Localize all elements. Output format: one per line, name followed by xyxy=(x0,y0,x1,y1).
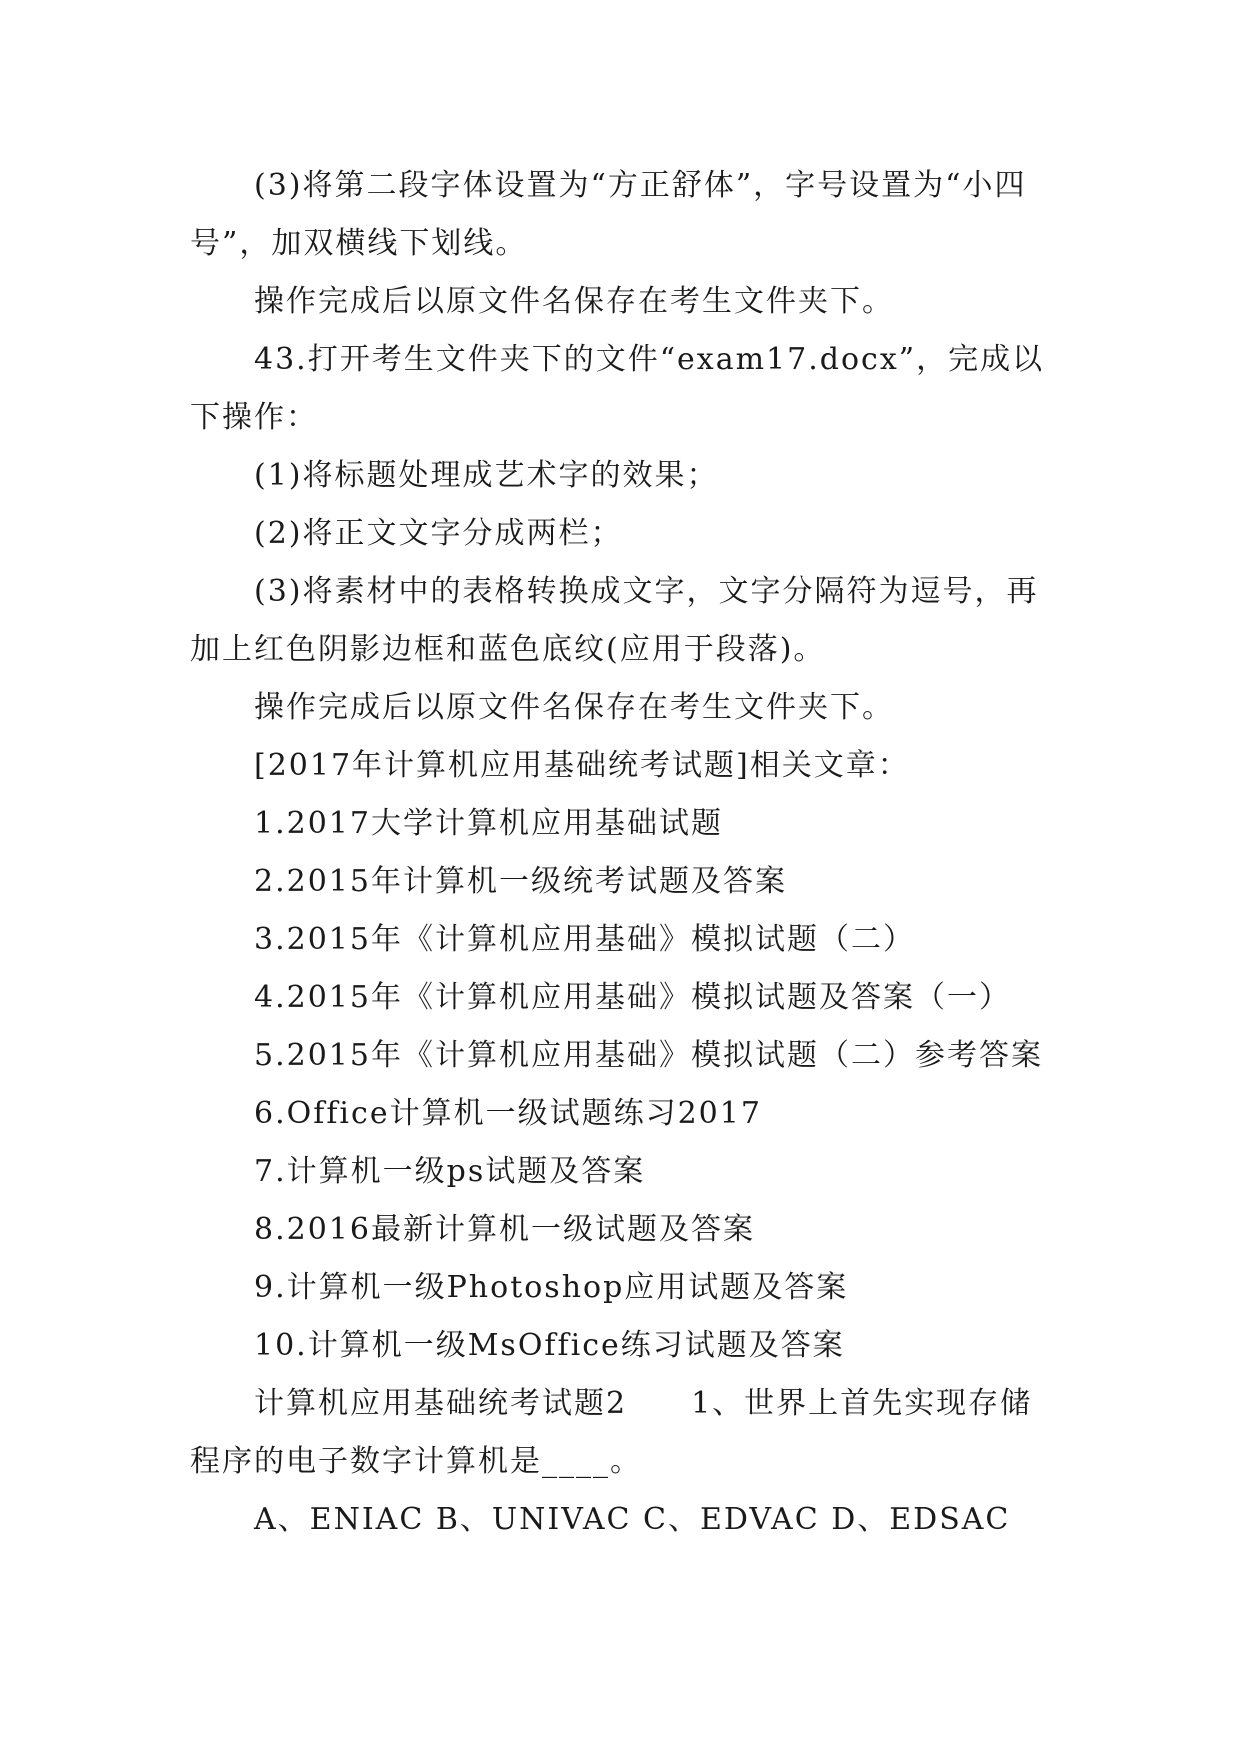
paragraph: (1)将标题处理成艺术字的效果； xyxy=(254,458,719,493)
related-article-item: 8.2016最新计算机一级试题及答案 xyxy=(254,1212,755,1247)
related-article-item: 3.2015年《计算机应用基础》模拟试题（二） xyxy=(254,922,915,957)
related-article-item: 5.2015年《计算机应用基础》模拟试题（二）参考答案 xyxy=(254,1038,1043,1073)
related-article-item: 7.计算机一级ps试题及答案 xyxy=(254,1154,646,1189)
paragraph: 操作完成后以原文件名保存在考生文件夹下。 xyxy=(254,690,894,725)
paragraph: 计算机应用基础统考试题2 1、世界上首先实现存储程序的电子数字计算机是____。 xyxy=(190,1386,1033,1479)
related-article-item: 4.2015年《计算机应用基础》模拟试题及答案（一） xyxy=(254,980,1011,1015)
related-article-item: 10.计算机一级MsOffice练习试题及答案 xyxy=(254,1328,845,1363)
related-articles-heading: [2017年计算机应用基础统考试题]相关文章： xyxy=(254,748,910,783)
paragraph: 操作完成后以原文件名保存在考生文件夹下。 xyxy=(254,284,894,319)
answer-options: A、ENIAC B、UNIVAC C、EDVAC D、EDSAC xyxy=(254,1502,1011,1537)
related-article-item: 2.2015年计算机一级统考试题及答案 xyxy=(254,864,787,899)
paragraph: (2)将正文文字分成两栏； xyxy=(254,516,623,551)
paragraph: (3)将素材中的表格转换成文字，文字分隔符为逗号，再加上红色阴影边框和蓝色底纹(应用于段落)。 xyxy=(190,574,1039,667)
related-article-item: 1.2017大学计算机应用基础试题 xyxy=(254,806,723,841)
paragraph: 43.打开考生文件夹下的文件“exam17.docx”，完成以下操作： xyxy=(190,342,1045,435)
related-article-item: 6.Office计算机一级试题练习2017 xyxy=(254,1096,762,1131)
document-body xyxy=(190,157,1050,1549)
related-article-item: 9.计算机一级Photoshop应用试题及答案 xyxy=(254,1270,849,1305)
paragraph: (3)将第二段字体设置为“方正舒体”，字号设置为“小四号”，加双横线下划线。 xyxy=(190,168,1027,261)
